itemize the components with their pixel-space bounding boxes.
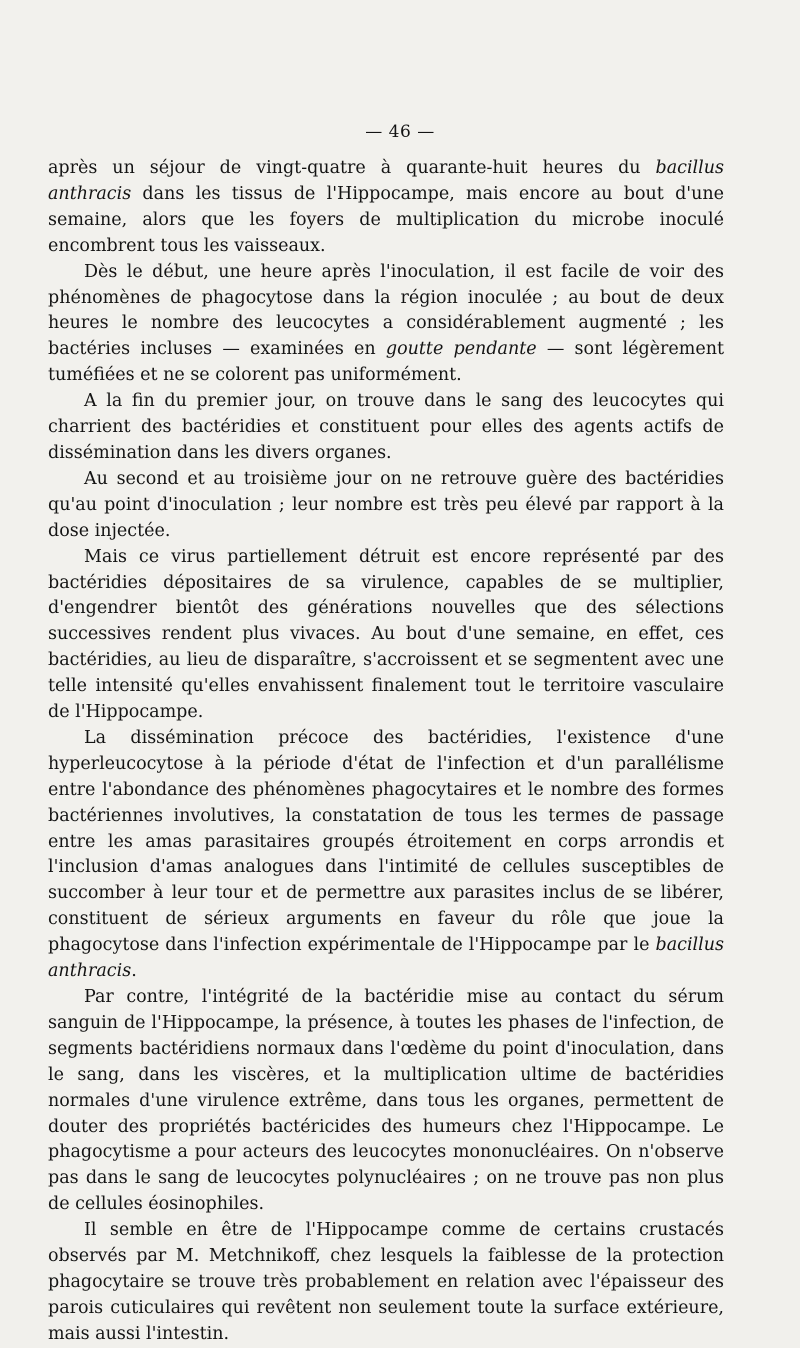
text-segment: Au second et au troisième jour on ne retrouve guère des bactéridies qu'au point d'inoculation ; leur nombre est très peu élevé par rapport à la dose injectée. xyxy=(48,468,724,541)
body-text xyxy=(48,156,724,1348)
paragraph-3 xyxy=(48,389,724,467)
text-segment: dans les tissus de l'Hippocampe, mais encore au bout d'une semaine, alors que les foyers de multiplication du microbe inoculé encombrent tous les vaisseaux. xyxy=(48,183,724,256)
paragraph-1 xyxy=(48,156,724,260)
paragraph-4 xyxy=(48,467,724,545)
text-segment: Mais ce virus partiellement détruit est encore représenté par des bactéridies dépositaires de sa virulence, capables de se multiplier, d'engendrer bientôt des générations nouvelles que des sélections successives rendent plus vivaces. Au bout d'une semaine, en effet, ces bactéridies, au lieu de disparaître, s'accroissent et se segmentent avec une telle intensité qu'elles envahissent finalement tout le territoire vasculaire de l'Hippocampe. xyxy=(48,546,724,723)
paragraph-2 xyxy=(48,260,724,390)
paragraph-5 xyxy=(48,545,724,726)
text-segment: Par contre, l'intégrité de la bactéridie mise au contact du sérum sanguin de l'Hippocampe, la présence, à toutes les phases de l'infection, de segments bactéridiens normaux dans l'œdème du point d'inoculation, dans le sang, dans les viscères, et la multiplication ultime de bactéridies normales d'une virulence extrême, dans tous les organes, permettent de douter des propriétés bactéricides des humeurs chez l'Hippocampe. Le phagocytisme a pour acteurs des leucocytes mononucléaires. On n'observe pas dans le sang de leucocytes polynucléaires ; on ne trouve pas non plus de cellules éosinophiles. xyxy=(48,987,724,1215)
page-number: — 46 — xyxy=(365,122,435,142)
paragraph-7 xyxy=(48,985,724,1218)
text-segment: A la fin du premier jour, on trouve dans le sang des leucocytes qui charrient des bactéridies et constituent pour elles des agents actifs de dissémination dans les divers organes. xyxy=(48,391,724,463)
text-segment: Dès le début, une heure après l'inoculation, il est facile de voir des phénomènes de phagocytose dans la région inoculée ; au bout de deux heures le nombre des leucocytes a considérablement augmenté ; les bactéries incluses — examinées en xyxy=(48,261,724,360)
text-segment: . xyxy=(131,961,137,982)
paragraph-8 xyxy=(48,1218,724,1348)
italic-term: bacillus anthracis xyxy=(48,935,724,982)
text-segment: La dissémination précoce des bactéridies, l'existence d'une hyperleucocytose à la période d'état de l'infection et d'un parallélisme entre l'abondance des phénomènes phagocytaires et le nombre des formes bactériennes involutives, la constatation de tous les termes de passage entre les amas parasitaires groupés étroitement en corps arrondis et l'inclusion d'amas analogues dans l'intimité de cellules susceptibles de succomber à leur tour et de permettre aux parasites inclus de se libérer, constituent de sérieux arguments en faveur du rôle que joue la phagocytose dans l'infection expérimentale de l'Hippocampe par le xyxy=(48,727,724,956)
text-segment: après un séjour de vingt-quatre à quarante-huit heures du xyxy=(48,158,656,178)
italic-term: bacillus anthracis xyxy=(48,158,724,204)
paragraph-6 xyxy=(48,726,724,985)
text-segment: — sont légèrement tuméfiées et ne se colorent pas uniformément. xyxy=(48,339,724,386)
text-segment: Il semble en être de l'Hippocampe comme de certains crustacés observés par M. Metchnikoff, chez lesquels la faiblesse de la protection phagocytaire se trouve très probablement en relation avec l'épaisseur des parois cuticulaires qui revêtent non seulement toute la surface extérieure, mais aussi l'intestin. xyxy=(48,1220,724,1344)
italic-term: goutte pendante xyxy=(385,339,537,360)
